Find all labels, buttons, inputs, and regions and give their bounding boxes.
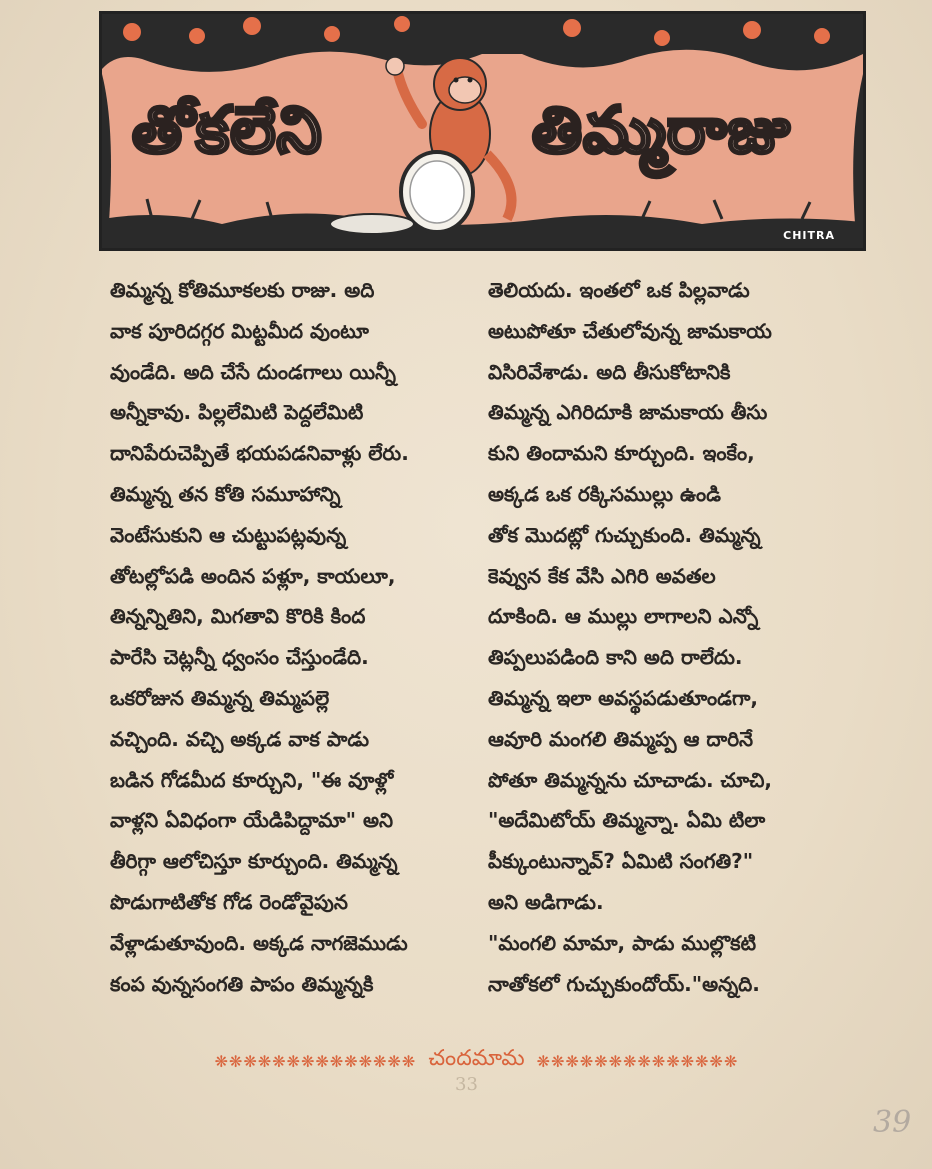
text-line: దూకింది. ఆ ముల్లు లాగాలని ఎన్నో [488, 604, 759, 629]
text-line: పోతూ తిమ్మన్నను చూచాడు. చూచి, [488, 767, 773, 792]
text-line: కెవ్వున కేక వేసి ఎగిరి అవతల [488, 563, 716, 588]
artist-signature: CHITRA [783, 229, 835, 242]
text-line: తిమ్మన్న ఎగిరిదూకి జామకాయ తీసు [488, 400, 768, 425]
story-column-right [488, 270, 863, 1004]
text-line: వుండేది. అది చేసే దుండగాలు యిన్నీ [110, 359, 396, 384]
text-line: తిన్నన్నితిని, మిగతావి కొరికి కింద [110, 604, 366, 629]
text-line: ఆవూరి మంగలి తిమ్మప్ప ఆ దారినే [488, 726, 754, 751]
text-line: వాళ్లని ఏవిధంగా యేడిపిద్దామా" అని [110, 808, 394, 833]
decorative-border-right: ❋❋❋❋❋❋❋❋❋❋❋❋❋❋ [536, 1051, 739, 1071]
text-line: నాతోకలో గుచ్చుకుందోయ్."అన్నది. [488, 971, 760, 996]
text-line: పొడుగాటితోక గోడ రెండోవైపున [110, 889, 348, 914]
text-line: "మంగలి మామా, పాడు ముల్లొకటి [488, 930, 757, 955]
text-line: తీరిగ్గా ఆలోచిస్తూ కూర్చుంది. తిమ్మన్న [110, 849, 398, 874]
text-line: తిమ్మన్న తన కోతి సమూహాన్ని [110, 481, 341, 506]
text-line: "అదేమిటోయ్ తిమ్మన్నా. ఏమి టిలా [488, 808, 766, 833]
title-part-1: తోకలేని [132, 94, 323, 168]
text-line: అన్నీకావు. పిల్లలేమిటి పెద్దలేమిటి [110, 400, 364, 425]
text-line: కుని తిందామని కూర్చుంది. ఇంకేం, [488, 441, 755, 466]
story-column-left [110, 270, 485, 1004]
text-line: అని అడిగాడు. [488, 889, 604, 914]
text-line: అక్కడ ఒక రక్కిసముల్లు ఉండి [488, 481, 721, 506]
title-part-2: తిమ్మరాజు [532, 94, 791, 168]
text-line: తెలియదు. ఇంతలో ఒక పిల్లవాడు [488, 278, 750, 302]
text-line: వెంటేసుకుని ఆ చుట్టుపట్లవున్న [110, 522, 347, 547]
text-line: కంప వున్నసంగతి పాపం తిమ్మన్నకి [110, 971, 374, 996]
magazine-name: చందమామ [428, 1046, 525, 1071]
text-line: వాక పూరిదగ్గర మిట్టమీద వుంటూ [110, 318, 369, 343]
text-line: వేళ్లాడుతూవుంది. అక్కడ నాగజెముడు [110, 930, 408, 955]
handwritten-margin-note: 39 [873, 1105, 912, 1140]
text-line: తిమ్మన్న కోతిమూకలకు రాజు. అది [110, 278, 375, 302]
text-line: వచ్చింది. వచ్చి అక్కడ వాక పాడు [110, 726, 370, 751]
title-illustration [99, 11, 866, 251]
text-line: విసిరివేశాడు. అది తీసుకోటానికి [488, 359, 731, 384]
text-line: తోటల్లోపడి అందిన పళ్లూ, కాయలూ, [110, 563, 396, 588]
text-line: పీక్కుంటున్నావ్? ఏమిటి సంగతి?" [488, 849, 754, 874]
page-number: 33 [455, 1074, 478, 1095]
text-line: బడిన గోడమీద కూర్చుని, "ఈ వూళ్లో [110, 767, 394, 792]
decorative-border-left: ❋❋❋❋❋❋❋❋❋❋❋❋❋❋ [214, 1051, 417, 1071]
monkey-figure [330, 57, 512, 234]
text-line: తిప్పలుపడింది కాని అది రాలేదు. [488, 645, 743, 670]
text-line: అటుపోతూ చేతులోవున్న జామకాయ [488, 318, 772, 343]
text-line: ఒకరోజున తిమ్మన్న తిమ్మపల్లె [110, 685, 330, 710]
text-line: తోక మొదట్లో గుచ్చుకుంది. తిమ్మన్న [488, 522, 761, 547]
text-line: దానిపేరుచెప్పితే భయపడనివాళ్లు లేరు. [110, 441, 409, 466]
text-line: తిమ్మన్న ఇలా అవస్థపడుతూండగా, [488, 685, 758, 710]
page-footer [98, 1046, 860, 1076]
text-line: పారేసి చెట్లన్నీ ధ్వంసం చేస్తుండేది. [110, 645, 369, 670]
